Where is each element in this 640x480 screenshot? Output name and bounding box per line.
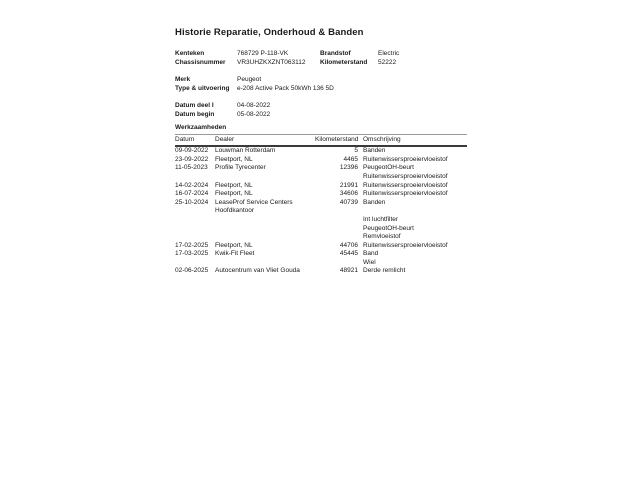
werkzaamheden-table <box>175 134 467 277</box>
table-row <box>175 156 467 165</box>
col-header-omschrijving: Omschrijving <box>363 135 401 143</box>
cell-dealer <box>215 233 315 242</box>
cell-kilometerstand <box>315 259 358 268</box>
table-row <box>175 199 467 216</box>
datum-begin-value: 05-08-2022 <box>237 110 271 118</box>
cell-dealer: Profile Tyrecenter <box>215 164 266 172</box>
col-header-kilometerstand: Kilometerstand <box>315 135 358 143</box>
table-row <box>175 233 467 242</box>
cell-kilometerstand <box>315 216 358 225</box>
cell-kilometerstand: 34606 <box>339 190 358 198</box>
werkzaamheden-section-title: Werkzaamheden <box>175 123 227 131</box>
cell-omschrijving: Banden <box>363 147 386 155</box>
cell-dealer: Kwik-Fit Fleet <box>215 250 255 258</box>
cell-kilometerstand: 44706 <box>339 241 358 249</box>
cell-omschrijving: Ruitenwissersproeiervloeistof <box>363 155 448 163</box>
cell-datum: 16-07-2024 <box>175 190 209 198</box>
cell-omschrijving: Ruitenwissersproeiervloeistof <box>363 241 448 249</box>
cell-dealer: Fleetport, NL <box>215 241 253 249</box>
cell-datum <box>175 216 215 225</box>
cell-dealer <box>215 173 315 182</box>
cell-kilometerstand: 48921 <box>339 267 358 275</box>
cell-omschrijving: PeugeotOH-beurt <box>363 224 414 232</box>
kenteken-label: Kenteken <box>175 50 205 57</box>
table-row <box>175 164 467 173</box>
vehicle-model-section <box>175 76 467 94</box>
spacer <box>175 68 467 77</box>
report-page <box>175 27 467 276</box>
cell-omschrijving: Band <box>363 250 379 258</box>
page-title: Historie Reparatie, Onderhoud & Banden <box>175 27 364 38</box>
chassisnummer-label: Chassisnummer <box>175 58 226 66</box>
merk-label: Merk <box>175 76 191 84</box>
cell-datum: 11-05-2023 <box>175 164 208 172</box>
table-header-row <box>175 134 467 148</box>
cell-dealer: Autocentrum van Vliet Gouda <box>215 267 300 275</box>
cell-omschrijving: Wiel <box>363 258 376 266</box>
col-header-dealer: Dealer <box>215 135 235 143</box>
cell-omschrijving: Int luchtfilter <box>363 215 399 223</box>
cell-kilometerstand: 21991 <box>339 181 358 189</box>
cell-omschrijving: PeugeotOH-beurt <box>363 164 414 172</box>
dates-section <box>175 102 467 120</box>
cell-kilometerstand: 4465 <box>343 155 358 163</box>
table-row <box>175 190 467 199</box>
cell-dealer: LeaseProf Service Centers Hoofdkantoor <box>215 198 293 215</box>
cell-kilometerstand <box>315 225 358 234</box>
kenteken-value: 768729 P-118-VK <box>237 50 289 57</box>
table-row <box>175 242 467 251</box>
table-row <box>175 267 467 276</box>
table-row <box>175 225 467 234</box>
cell-omschrijving: Ruitenwissersproeiervloeistof <box>363 172 448 180</box>
cell-omschrijving: Ruitenwissersproeiervloeistof <box>363 181 448 189</box>
table-row <box>175 216 467 225</box>
cell-omschrijving: Remvloeistof <box>363 233 401 241</box>
chassisnummer-value: VR3UHZKXZNT063112 <box>237 58 306 66</box>
table-row <box>175 173 467 182</box>
cell-kilometerstand: 5 <box>354 147 358 155</box>
cell-omschrijving: Banden <box>363 198 386 206</box>
cell-dealer: Fleetport, NL <box>215 155 253 163</box>
cell-omschrijving: Ruitenwissersproeiervloeistof <box>363 190 448 198</box>
table-row <box>175 259 467 268</box>
cell-datum <box>175 259 215 268</box>
type-uitvoering-label: Type & uitvoering <box>175 84 230 92</box>
type-uitvoering-value: e-208 Active Pack 50kWh 136 5D <box>237 84 334 92</box>
cell-dealer <box>215 259 315 268</box>
kilometerstand-value: 52222 <box>378 58 397 66</box>
kilometerstand-label: Kilometerstand <box>320 58 368 66</box>
datum-begin-label: Datum begin <box>175 110 215 118</box>
cell-datum <box>175 225 215 234</box>
cell-omschrijving: Derde remlicht <box>363 267 406 275</box>
brandstof-label: Brandstof <box>320 50 351 57</box>
cell-datum: 25-10-2024 <box>175 198 209 206</box>
merk-value: Peugeot <box>237 76 262 84</box>
cell-datum: 09-09-2022 <box>175 147 209 155</box>
cell-datum: 02-06-2025 <box>175 267 209 275</box>
cell-datum: 23-09-2022 <box>175 155 209 163</box>
datum-deel-value: 04-08-2022 <box>237 102 271 110</box>
brandstof-value: Electric <box>378 50 400 57</box>
cell-dealer: Fleetport, NL <box>215 190 253 198</box>
cell-kilometerstand: 40739 <box>339 198 358 206</box>
table-row <box>175 182 467 191</box>
spacer <box>175 94 467 103</box>
cell-datum: 17-03-2025 <box>175 250 209 258</box>
table-row <box>175 147 467 156</box>
cell-kilometerstand <box>315 233 358 242</box>
cell-datum <box>175 173 215 182</box>
col-header-datum: Datum <box>175 135 195 143</box>
vehicle-id-section <box>175 50 467 68</box>
cell-kilometerstand: 45445 <box>339 250 358 258</box>
cell-datum: 17-02-2025 <box>175 241 209 249</box>
cell-datum: 14-02-2024 <box>175 181 209 189</box>
cell-dealer <box>215 225 315 234</box>
datum-deel-label: Datum deel I <box>175 102 214 110</box>
cell-kilometerstand <box>315 173 358 182</box>
cell-datum <box>175 233 215 242</box>
cell-dealer: Fleetport, NL <box>215 181 253 189</box>
cell-kilometerstand: 12396 <box>339 164 358 172</box>
cell-dealer <box>215 216 315 225</box>
cell-dealer: Louwman Rotterdam <box>215 147 276 155</box>
table-row <box>175 250 467 259</box>
